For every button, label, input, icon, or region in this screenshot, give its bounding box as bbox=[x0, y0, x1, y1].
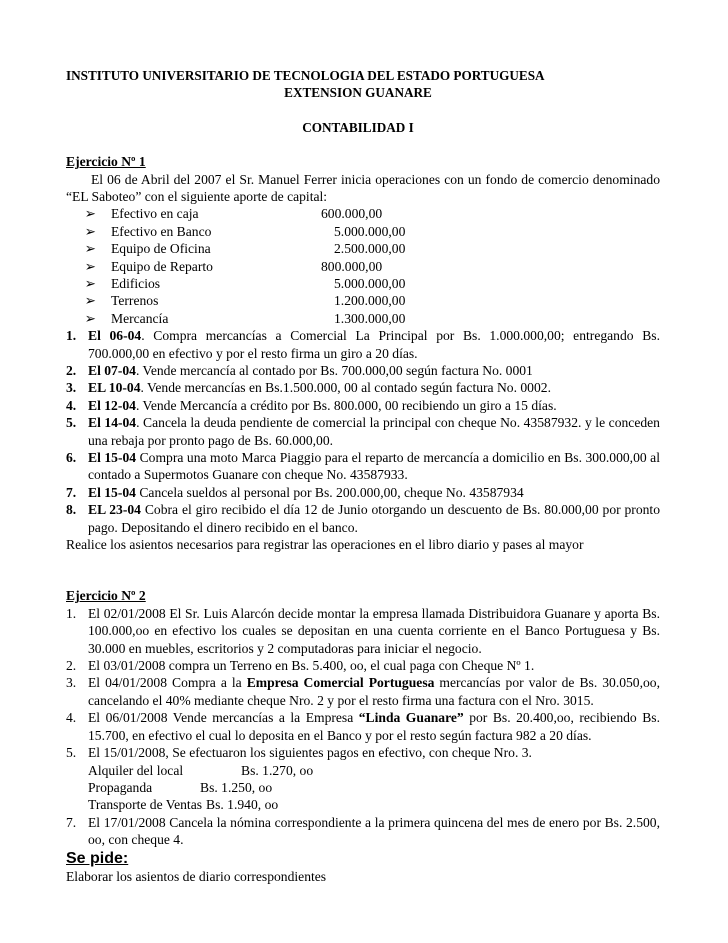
exercise-1-operations bbox=[66, 327, 660, 536]
capital-item: ➢ Efectivo en Banco 5.000.000,00 bbox=[66, 223, 660, 240]
list-item: 7. El 17/01/2008 Cancela la nómina correspondiente a la primera quincena del mes de enero por Bs. 2.500, oo, con cheque 4. bbox=[66, 814, 660, 848]
arrow-bullet-icon: ➢ bbox=[84, 223, 96, 239]
list-item: 7. El 15-04 Cancela sueldos al personal por Bs. 200.000,00, cheque No. 43587934 bbox=[66, 484, 524, 500]
list-item: 1. El 06-04. Compra mercancías a Comercial La Principal por Bs. 1.000.000,00; entregando Bs. 700.000,00 en efectivo y por el resto firma un giro a 20 días. bbox=[66, 328, 660, 361]
course-title: CONTABILIDAD I bbox=[302, 119, 414, 135]
se-pide-heading: Se pide: bbox=[66, 849, 129, 867]
arrow-bullet-icon: ➢ bbox=[84, 258, 96, 274]
capital-item: ➢ Terrenos 1.200.000,00 bbox=[66, 292, 660, 309]
expense-row: Alquiler del local Bs. 1.270, oo bbox=[88, 762, 314, 778]
list-item: 5. El 14-04. Cancela la deuda pendiente de comercial la principal con cheque No. 43587932. y le conceden una rebaja por pronto pago de Bs. 60.000,00. bbox=[66, 415, 660, 448]
arrow-bullet-icon: ➢ bbox=[84, 310, 96, 326]
capital-item: ➢ Edificios 5.000.000,00 bbox=[66, 275, 660, 292]
exercise-2-title: Ejercicio Nº 2 bbox=[66, 588, 146, 604]
exercise-1-intro: El 06 de Abril del 2007 el Sr. Manuel Ferrer inicia operaciones con un fondo de comercio denominado “EL Saboteo” con el siguiente aporte de capital: bbox=[66, 171, 660, 205]
list-item: 6. El 15-04 Compra una moto Marca Piaggio para el reparto de mercancía a domicilio en Bs. 300.000,00 al contado a Supermotos Guanare con cheque No. 43587933. bbox=[66, 450, 660, 483]
list-item: 8. EL 23-04 Cobra el giro recibido el día 12 de Junio otorgando un descuento de Bs. 80.000,00 por pronto pago. Depositando el dinero recibido en el banco. bbox=[66, 502, 661, 535]
capital-list bbox=[66, 205, 660, 327]
capital-item: ➢ Mercancía 1.300.000,00 bbox=[66, 310, 660, 327]
expense-row: Transporte de Ventas Bs. 1.940, oo bbox=[88, 797, 279, 813]
list-item: 1. El 02/01/2008 El Sr. Luis Alarcón decide montar la empresa llamada Distribuidora Guanare y aporta Bs. 100.000,oo en efectivo los cuales se depositan en una cuenta corriente en el Banco Portuguesa y Bs. 30.000 en muebles, escritorios y 2 computadoras para iniciar el negocio. bbox=[66, 605, 660, 656]
list-item: 2. El 03/01/2008 compra un Terreno en Bs. 5.400, oo, el cual paga con Cheque Nº 1. bbox=[66, 658, 535, 674]
exercise-2-instruction: Elaborar los asientos de diario correspondientes bbox=[66, 868, 327, 884]
capital-item: ➢ Equipo de Oficina 2.500.000,00 bbox=[66, 240, 660, 257]
arrow-bullet-icon: ➢ bbox=[84, 276, 96, 291]
arrow-bullet-icon: ➢ bbox=[84, 241, 96, 257]
institute-heading: INSTITUTO UNIVERSITARIO DE TECNOLOGIA DEL ESTADO PORTUGUESA bbox=[66, 68, 545, 83]
document-page bbox=[66, 67, 660, 885]
capital-item: ➢ Efectivo en caja 600.000,00 bbox=[66, 205, 660, 222]
exercise-2-operations bbox=[66, 605, 660, 849]
list-item: 4. El 06/01/2008 Vende mercancías a la Empresa “Linda Guanare” por Bs. 20.400,oo, recibiendo Bs. 15.700, en efectivo el cual lo deposita en el Banco y por el resto según factura 982 a 20 días. bbox=[66, 710, 660, 743]
list-item: 3. El 04/01/2008 Compra a la Empresa Comercial Portuguesa mercancías por valor de Bs. 30.050,oo, cancelando el 40% mediante cheque Nro. 2 y por el resto firma una factura con el Nro. 3015. bbox=[66, 675, 660, 708]
capital-item: ➢ Equipo de Reparto 800.000,00 bbox=[66, 258, 660, 275]
extension-heading: EXTENSION GUANARE bbox=[284, 85, 432, 101]
list-item: 5. El 15/01/2008, Se efectuaron los siguientes pagos en efectivo, con cheque Nro. 3. Alquiler del local Bs. 1.270, oo Propaganda Bs. 1.250, oo Transporte de Ventas Bs. 1.940, oo bbox=[66, 744, 660, 814]
exercise-1-title: Ejercicio Nº 1 bbox=[66, 154, 146, 170]
arrow-bullet-icon: ➢ bbox=[84, 293, 96, 309]
list-item: 4. El 12-04. Vende Mercancía a crédito por Bs. 800.000, 00 recibiendo un giro a 15 días. bbox=[66, 397, 557, 413]
list-item: 2. El 07-04. Vende mercancía al contado por Bs. 700.000,00 según factura No. 0001 bbox=[66, 362, 533, 378]
expense-row: Propaganda Bs. 1.250, oo bbox=[88, 779, 273, 795]
arrow-bullet-icon: ➢ bbox=[84, 206, 96, 222]
list-item: 3. EL 10-04. Vende mercancías en Bs.1.500.000, 00 al contado según factura No. 0002. bbox=[66, 380, 551, 396]
exercise-1-closing: Realice los asientos necesarios para registrar las operaciones en el libro diario y pases al mayor bbox=[66, 537, 584, 553]
